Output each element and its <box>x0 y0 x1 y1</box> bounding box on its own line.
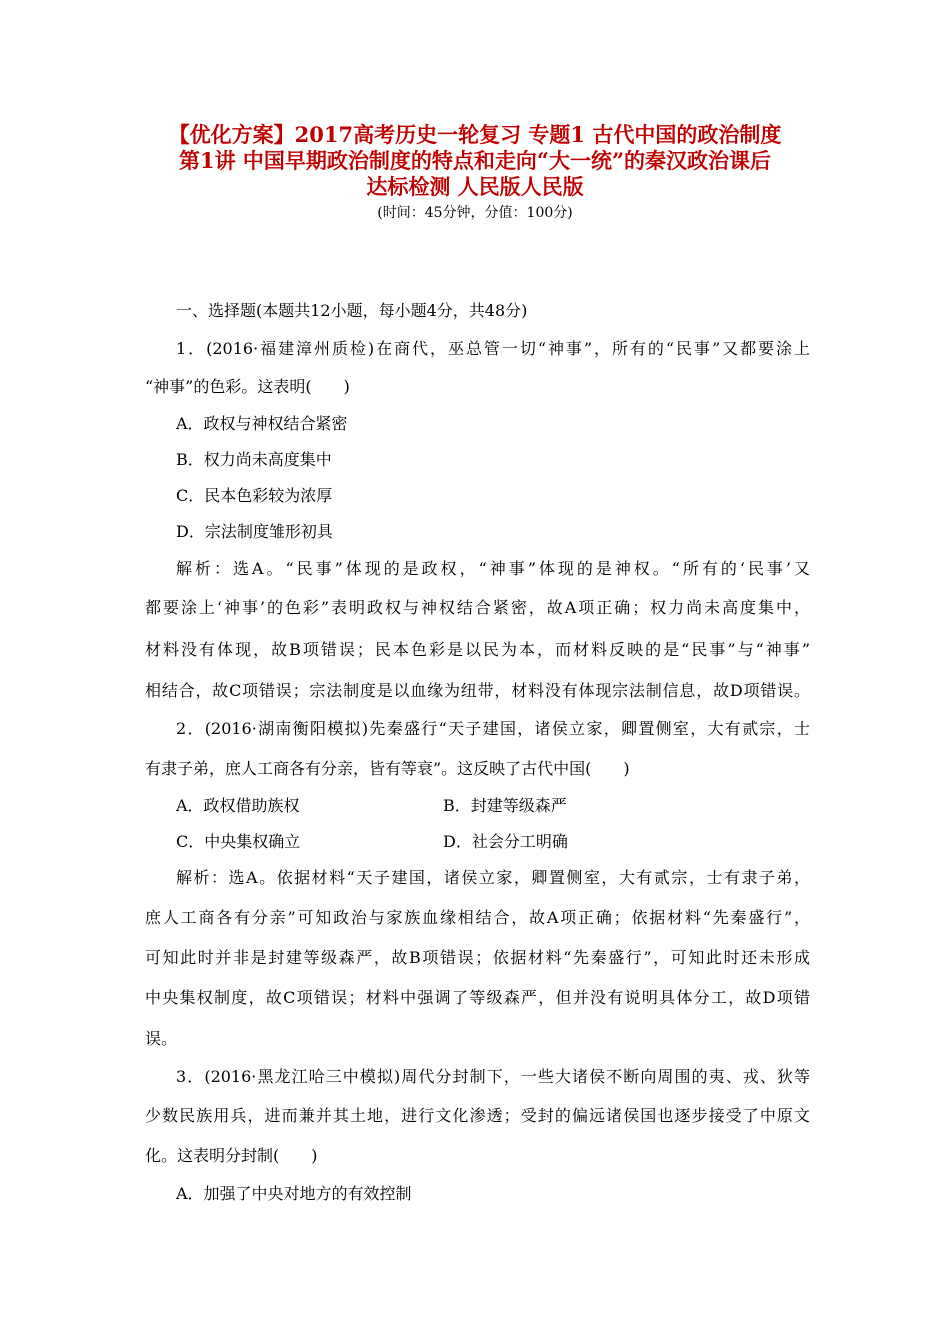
q3-stem-line-3: 化。这表明分封制( ) <box>145 1146 318 1165</box>
q1-option-c: C．民本色彩较为浓厚 <box>176 486 333 505</box>
q3-stem-line-1: 3．(2016·黑龙江哈三中模拟)周代分封制下，一些大诸侯不断向周围的夷、戎、狄等 <box>176 1067 810 1086</box>
q2-stem-line-2: 有隶子弟，庶人工商各有分亲，皆有等衰”。这反映了古代中国( ) <box>145 759 630 778</box>
q2-stem-line-1: 2．(2016·湖南衡阳模拟)先秦盛行“天子建国，诸侯立家，卿置侧室，大有贰宗，士 <box>176 719 810 738</box>
q1-option-d: D．宗法制度雏形初具 <box>176 522 333 541</box>
q2-option-c: C．中央集权确立 <box>176 832 301 851</box>
section-heading: 一、选择题(本题共12小题，每小题4分，共48分) <box>176 301 528 320</box>
q1-analysis-line-2: 都要涂上‘神事’的色彩”表明政权与神权结合紧密，故A项正确；权力尚未高度集中， <box>145 598 810 617</box>
q2-analysis-line-2: 庶人工商各有分亲”可知政治与家族血缘相结合，故A项正确；依据材料“先秦盛行”， <box>145 908 810 927</box>
q2-analysis-line-5: 误。 <box>145 1029 178 1048</box>
q1-stem-line-2: “神事”的色彩。这表明( ) <box>145 377 350 396</box>
q1-stem-line-1: 1．(2016·福建漳州质检)在商代，巫总管一切“神事”，所有的“民事”又都要涂上 <box>176 339 810 358</box>
q1-option-b: B．权力尚未高度集中 <box>176 450 332 469</box>
time-score-info: (时间：45分钟，分值：100分) <box>377 205 573 221</box>
q2-analysis-line-4: 中央集权制度，故C项错误；材料中强调了等级森严，但并没有说明具体分工，故D项错 <box>145 988 810 1007</box>
q1-analysis-line-1: 解析：选A。“民事”体现的是政权，“神事”体现的是神权。“所有的‘民事’又 <box>176 559 810 578</box>
q1-analysis-line-4: 相结合，故C项错误；宗法制度是以血缘为纽带，材料没有体现宗法制信息，故D项错误。 <box>145 681 810 700</box>
q2-analysis-line-3: 可知此时并非是封建等级森严，故B项错误；依据材料“先秦盛行”，可知此时还未形成 <box>145 948 810 967</box>
document-title-line-2: 第1讲 中国早期政治制度的特点和走向“大一统”的秦汉政治课后 <box>178 148 772 173</box>
q2-option-d: D．社会分工明确 <box>443 832 568 851</box>
q1-option-a: A．政权与神权结合紧密 <box>176 414 348 433</box>
q2-option-a: A．政权借助族权 <box>176 796 300 815</box>
document-title-line-1: 【优化方案】2017高考历史一轮复习 专题1 古代中国的政治制度 <box>168 122 782 147</box>
document-title-line-3: 达标检测 人民版人民版 <box>366 174 584 199</box>
q2-option-b: B．封建等级森严 <box>443 796 567 815</box>
q3-option-a: A．加强了中央对地方的有效控制 <box>176 1184 412 1203</box>
q1-analysis-line-3: 材料没有体现，故B项错误；民本色彩是以民为本，而材料反映的是“民事”与“神事” <box>145 640 810 659</box>
q2-analysis-line-1: 解析：选A。依据材料“天子建国，诸侯立家，卿置侧室，大有贰宗，士有隶子弟， <box>176 868 810 887</box>
q3-stem-line-2: 少数民族用兵，进而兼并其土地，进行文化渗透；受封的偏远诸侯国也逐步接受了中原文 <box>145 1106 810 1125</box>
